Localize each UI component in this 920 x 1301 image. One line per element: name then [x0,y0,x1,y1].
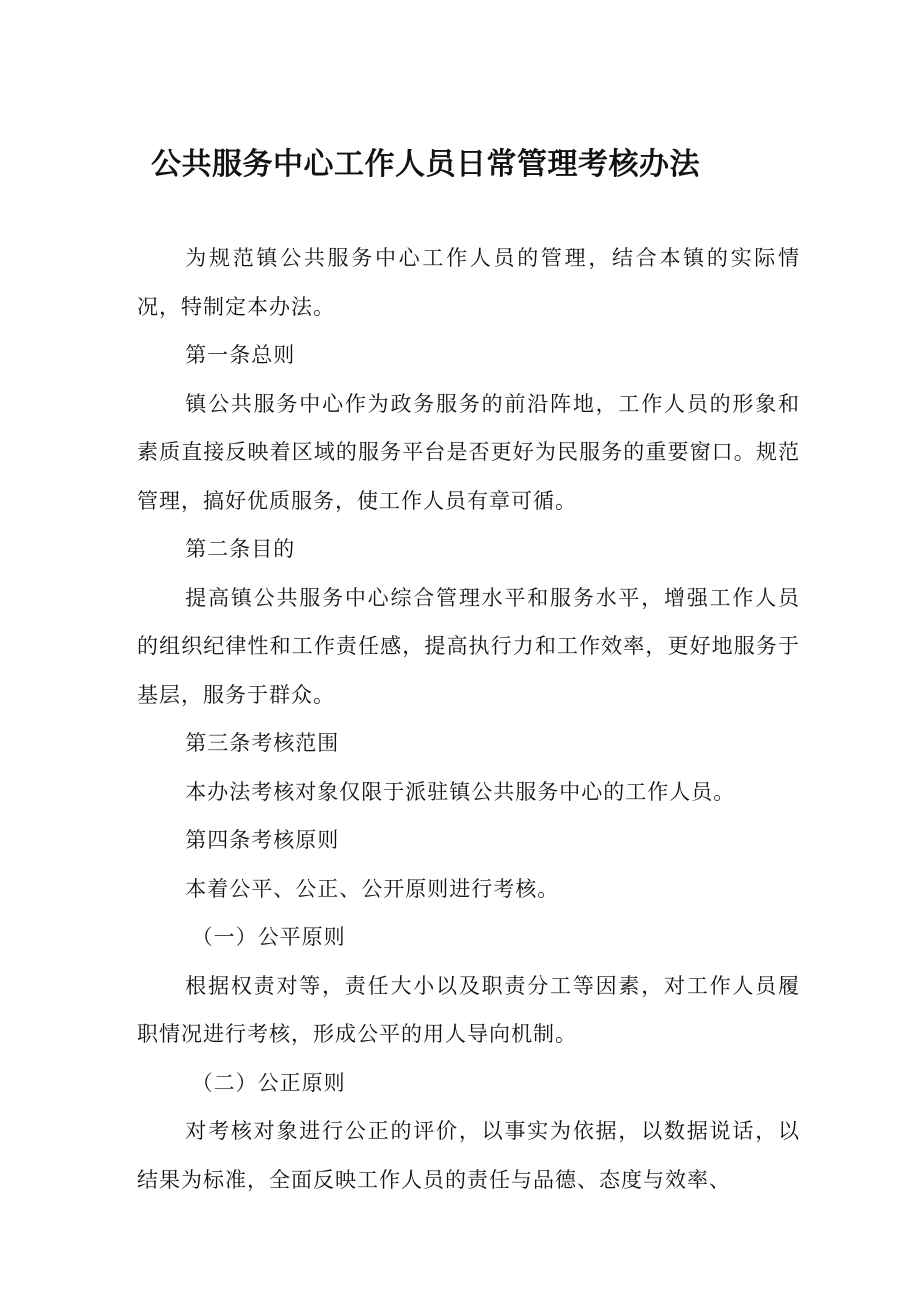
article-1-heading: 第一条总则 [185,343,296,367]
intro-paragraph: 为规范镇公共服务中心工作人员的管理，结合本镇的实际情况，特制定本办法。 [137,246,800,319]
principle-2-body: 对考核对象进行公正的评价，以事实为依据，以数据说话，以结果为标准，全面反映工作人员的责任与品德、态度与效率、 [137,1119,800,1192]
principle-1-body: 根据权责对等，责任大小以及职责分工等因素，对工作人员履职情况进行考核，形成公平的用人导向机制。 [137,973,800,1046]
article-3-heading: 第三条考核范围 [185,731,340,755]
document-title: 公共服务中心工作人员日常管理考核办法 [151,147,700,182]
principle-1-heading: （一）公平原则 [191,925,346,949]
article-4-heading: 第四条考核原则 [185,828,340,852]
article-1-body: 镇公共服务中心作为政务服务的前沿阵地，工作人员的形象和素质直接反映着区域的服务平台是否更好为民服务的重要窗口。规范管理，搞好优质服务，使工作人员有章可循。 [137,391,800,513]
principle-2-heading: （二）公正原则 [191,1070,346,1095]
article-2-body: 提高镇公共服务中心综合管理水平和服务水平，增强工作人员的组织纪律性和工作责任感，提高执行力和工作效率，更好地服务于基层，服务于群众。 [137,585,800,707]
article-2-heading: 第二条目的 [185,537,296,561]
article-3-body: 本办法考核对象仅限于派驻镇公共服务中心的工作人员。 [185,779,736,804]
article-4-body: 本着公平、公正、公开原则进行考核。 [185,876,560,901]
